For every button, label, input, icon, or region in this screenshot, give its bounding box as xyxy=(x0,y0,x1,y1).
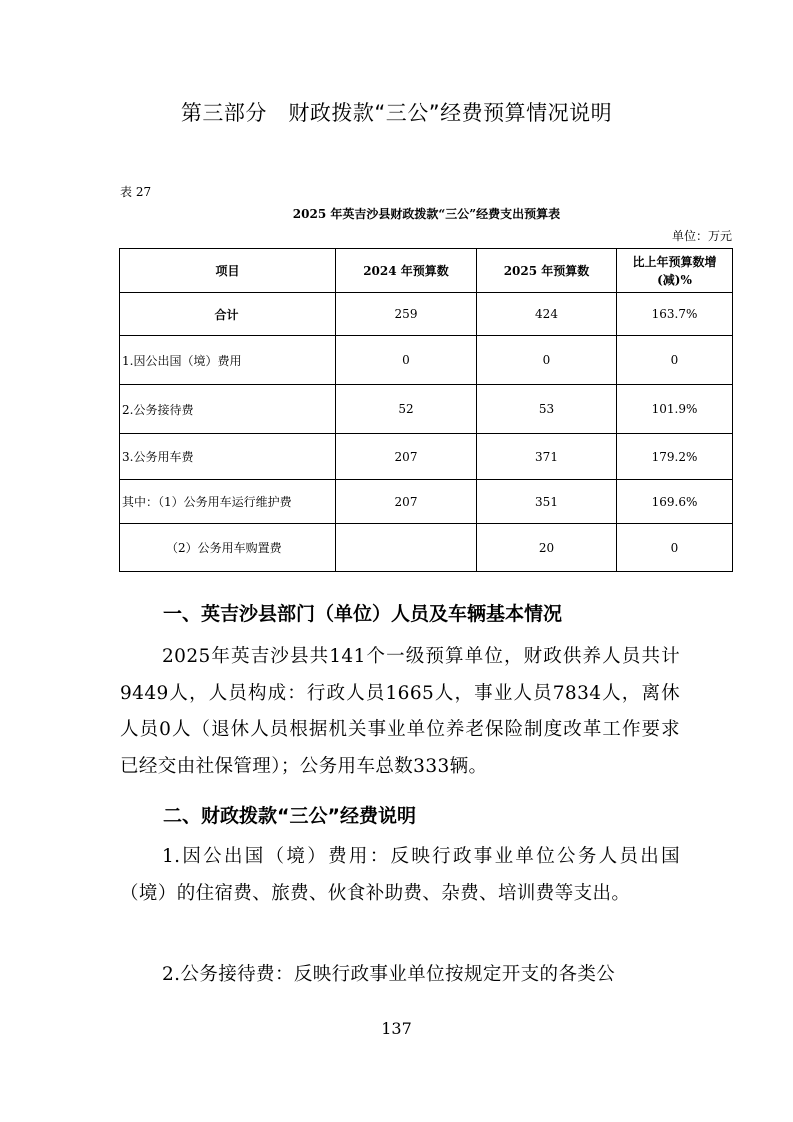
header-2025-budget: 2025 年预算数 xyxy=(477,249,617,293)
cell-2024: 0 xyxy=(336,336,477,385)
table-number: 表 27 xyxy=(120,185,152,199)
row-label: 3.公务用车费 xyxy=(120,434,336,480)
cell-2025: 53 xyxy=(477,385,617,434)
cell-2024: 259 xyxy=(336,293,477,336)
cell-2024 xyxy=(336,524,477,572)
row-label: 1.因公出国（境）费用 xyxy=(120,336,336,385)
cell-2025: 424 xyxy=(477,293,617,336)
section-title: 第三部分 财政拨款“三公”经费预算情况说明 xyxy=(180,101,613,125)
paragraph-staff-vehicles: 2025年英吉沙县共141个一级预算单位，财政供养人员共计9449人，人员构成：行政人员1665人，事业人员7834人，离休人员0人（退休人员根据机关事业单位养老保险制度改革工作要求已经交由社保管理）；公务用车总数333辆。 xyxy=(120,646,680,777)
paragraph-overseas-travel: 1.因公出国（境）费用：反映行政事业单位公务人员出国（境）的住宿费、旅费、伙食补助费、杂费、培训费等支出。 xyxy=(120,846,680,904)
header-item: 项目 xyxy=(120,249,336,293)
cell-2024: 207 xyxy=(336,480,477,524)
row-label: 合计 xyxy=(120,293,336,336)
budget-table xyxy=(119,248,733,572)
cell-2025: 371 xyxy=(477,434,617,480)
page-number: 137 xyxy=(381,1019,412,1038)
table-caption: 2025 年英吉沙县财政拨款“三公”经费支出预算表 xyxy=(292,207,561,221)
row-label: 2.公务接待费 xyxy=(120,385,336,434)
table-row xyxy=(120,434,733,480)
cell-change: 101.9% xyxy=(617,385,733,434)
cell-2024: 207 xyxy=(336,434,477,480)
table-row xyxy=(120,524,733,572)
cell-change: 0 xyxy=(617,524,733,572)
cell-2025: 20 xyxy=(477,524,617,572)
row-label: 其中：（1）公务用车运行维护费 xyxy=(120,480,336,524)
heading-three-public-expenses: 二、财政拨款“三公”经费说明 xyxy=(163,805,416,827)
header-2024-budget: 2024 年预算数 xyxy=(336,249,477,293)
cell-change: 0 xyxy=(617,336,733,385)
cell-2024: 52 xyxy=(336,385,477,434)
table-header-row xyxy=(120,249,733,293)
heading-staff-vehicles: 一、英吉沙县部门（单位）人员及车辆基本情况 xyxy=(163,603,563,625)
row-label: （2）公务用车购置费 xyxy=(120,524,336,572)
table-row xyxy=(120,480,733,524)
table-row xyxy=(120,293,733,336)
cell-2025: 0 xyxy=(477,336,617,385)
cell-change: 169.6% xyxy=(617,480,733,524)
table-row xyxy=(120,385,733,434)
table-unit: 单位：万元 xyxy=(671,229,732,243)
paragraph-reception: 2.公务接待费：反映行政事业单位按规定开支的各类公 xyxy=(162,964,616,985)
cell-change: 163.7% xyxy=(617,293,733,336)
table-row xyxy=(120,336,733,385)
header-change-percent: 比上年预算数增(减)% xyxy=(617,249,733,293)
cell-2025: 351 xyxy=(477,480,617,524)
cell-change: 179.2% xyxy=(617,434,733,480)
